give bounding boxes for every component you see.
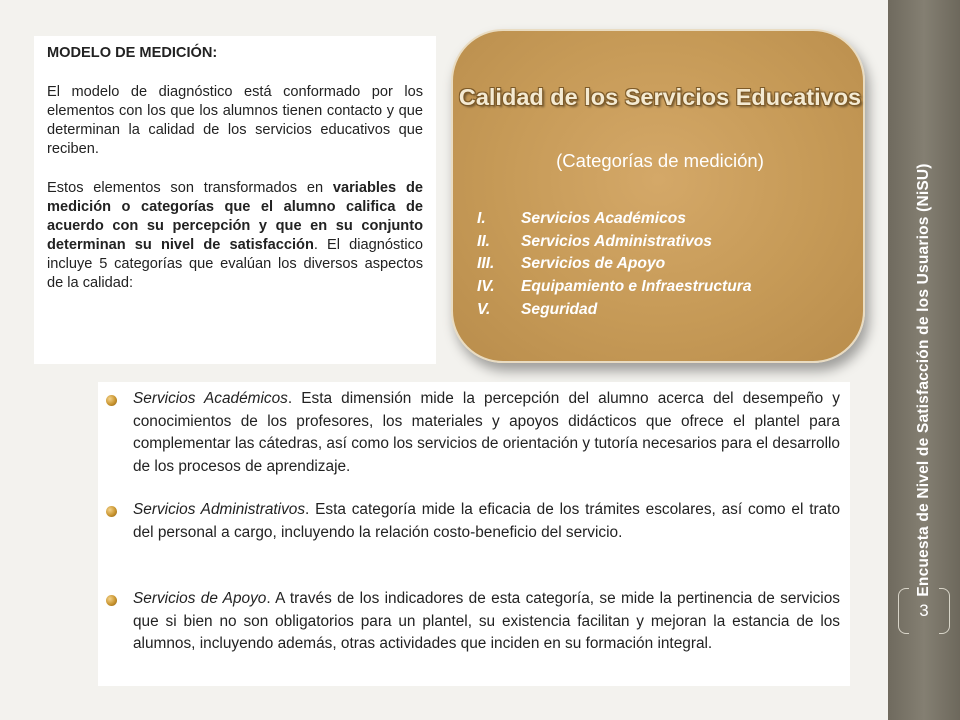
detail-administrativos [133, 499, 840, 544]
category-item [477, 276, 857, 299]
bullet-icon [106, 395, 117, 406]
category-label: Seguridad [521, 300, 598, 318]
detail-text: . Esta categoría mide la eficacia de los trámites escolares, así como el trato del personal a cargo, incluyendo la relación costo-beneficio del servicio. [133, 501, 841, 541]
card-subtitle: (Categorías de medición) [556, 150, 764, 171]
category-label: Servicios de Apoyo [521, 255, 666, 273]
page-number: 3 [919, 601, 929, 620]
category-number: II. [477, 232, 490, 250]
detail-academicos [133, 388, 840, 478]
category-list [477, 208, 857, 321]
detail-term: Servicios Administrativos [133, 501, 306, 518]
detail-apoyo [133, 588, 840, 656]
category-number: I. [477, 210, 486, 227]
intro-text-box [34, 36, 436, 364]
sidebar-title: Encuesta de Nivel de Satisfacción de los Usuarios (NiSU) [915, 163, 932, 597]
category-label: Servicios Académicos [521, 210, 686, 227]
intro-heading: MODELO DE MEDICIÓN: [47, 45, 218, 61]
intro-p2-bold: variables de medición o categorías que el alumno califica de acuerdo con su percepción y que en su conjunto determinan su nivel de satisfacción [47, 180, 423, 253]
detail-term: Servicios Académicos [133, 390, 288, 407]
card-title: Calidad de los Servicios Educativos [458, 84, 862, 110]
categories-card [451, 29, 865, 363]
detail-text: . A través de los indicadores de esta categoría, se mide la pertinencia de servicios que si bien no son obligatorios para un plantel, su existencia facilitan y mejoran la estancia de los alumnos, incluyendo además, otras actividades que inciden en su formación integral. [133, 590, 840, 652]
intro-p2-part-c: . El diagnóstico incluye 5 categorías que evalúan los diversos aspectos de la calidad: [47, 237, 423, 291]
category-label: Equipamiento e Infraestructura [521, 278, 752, 296]
category-number: III. [477, 255, 495, 273]
intro-paragraph-1: El modelo de diagnóstico está conformado por los elementos con los que los alumnos tienen contacto y que determinan la calidad de los servicios educativos que reciben. [47, 84, 423, 157]
category-number: IV. [477, 278, 495, 296]
category-label: Servicios Administrativos [521, 232, 712, 250]
page-number-box [898, 588, 950, 634]
detail-text: . Esta dimensión mide la percepción del alumno acerca del desempeño y conocimientos de los profesores, los materiales y apoyos didácticos que ofrece el plantel para complementar las cátedras, así como los servicios de orientación y tutoría necesarios para el desarrollo de los procesos de aprendizaje. [133, 390, 840, 475]
category-item [477, 299, 857, 322]
intro-paragraph-2 [47, 179, 423, 293]
intro-p2-part-a: Estos elementos son transformados en [47, 180, 333, 196]
category-item [477, 208, 857, 231]
category-item [477, 253, 857, 276]
bullet-icon [106, 595, 117, 606]
category-item [477, 231, 857, 254]
category-number: V. [477, 300, 491, 318]
bullet-icon [106, 506, 117, 517]
category-details-box [98, 382, 850, 686]
detail-term: Servicios de Apoyo [133, 590, 267, 607]
